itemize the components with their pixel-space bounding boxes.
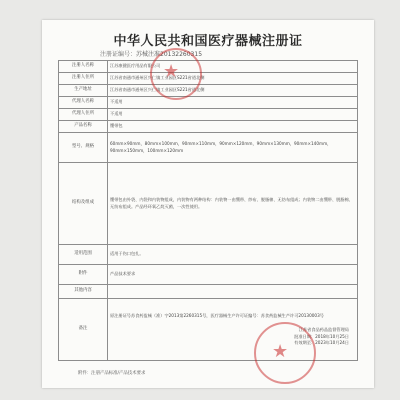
row-key: 生产地址 [59, 85, 108, 97]
table-row [59, 163, 358, 245]
certificate-table [58, 60, 358, 361]
valid-date: 有效期至：2023年10月24日 [294, 339, 349, 345]
table-row [59, 285, 358, 299]
table-row [59, 85, 358, 97]
row-key: 代理人住所 [59, 109, 108, 121]
row-value-remarks [108, 299, 358, 361]
issuer: 江苏省食品药品监督管理局 [298, 327, 349, 333]
row-key: 备注 [59, 299, 108, 361]
row-key: 注册人住所 [59, 73, 108, 85]
row-value: 60mm×90mm，80mm×100mm，90mm×110mm，90mm×120mm，90mm×130mm，90mm×140mm，90mm×150mm，100mm×120mm [108, 133, 358, 163]
certificate-page [42, 20, 374, 388]
row-value: 不适用 [108, 109, 358, 121]
table-row [59, 73, 358, 85]
row-key: 产品名称 [59, 121, 108, 133]
remarks-text: 原注册证号苏食药监械（准）字2013第2260315号，医疗器械生产许可证编号：苏食药监械生产许可20130003号 [110, 312, 324, 318]
row-value: 江苏省南通市通州区兴仁镇工业园区S221省道北侧 [108, 73, 358, 85]
table-row [59, 265, 358, 285]
document-title: 中华人民共和国医疗器械注册证 [113, 34, 303, 49]
row-key: 其他内容 [59, 285, 108, 299]
row-value: 江苏康健医疗用品有限公司 [108, 61, 358, 73]
row-value: 适用于伤口包扎。 [108, 245, 358, 265]
registration-number: 苏械注准20132260315 [136, 51, 203, 58]
row-key: 型号、规格 [59, 133, 108, 163]
row-key: 代理人名称 [59, 97, 108, 109]
table-row [59, 97, 358, 109]
table-row [59, 133, 358, 163]
seal-star-icon: ★ [163, 61, 180, 82]
table-row [59, 61, 358, 73]
attachment-footer: 附件：注册产品标准/产品技术要求 [78, 371, 146, 376]
row-value: 产品技术要求 [108, 265, 358, 285]
row-key: 附件 [59, 265, 108, 285]
row-key: 结构及组成 [59, 163, 108, 245]
table-row [59, 109, 358, 121]
row-key: 注册人名称 [59, 61, 108, 73]
approve-date: 批准日期：2018年10月25日 [294, 333, 349, 339]
row-key: 适用范围 [59, 245, 108, 265]
seal-star-icon: ★ [272, 341, 289, 362]
row-value: 绷带包由外袋、内袋和内装物组成，内装物有两种结构：内装物一由绷带、纱布、脱脂棉、无纺布组成；内装物二由绷带、脱脂棉、无纺布组成。产品经环氧乙烷灭菌，一次性使用。 [108, 163, 358, 245]
row-value: 江苏省南通市通州区兴仁镇工业园区S221省道北侧 [108, 85, 358, 97]
registration-number-label: 注册证编号： [100, 51, 137, 58]
row-value: 不适用 [108, 97, 358, 109]
row-value: 绷带包 [108, 121, 358, 133]
table-row [59, 121, 358, 133]
table-row [59, 245, 358, 265]
row-value [108, 285, 358, 299]
